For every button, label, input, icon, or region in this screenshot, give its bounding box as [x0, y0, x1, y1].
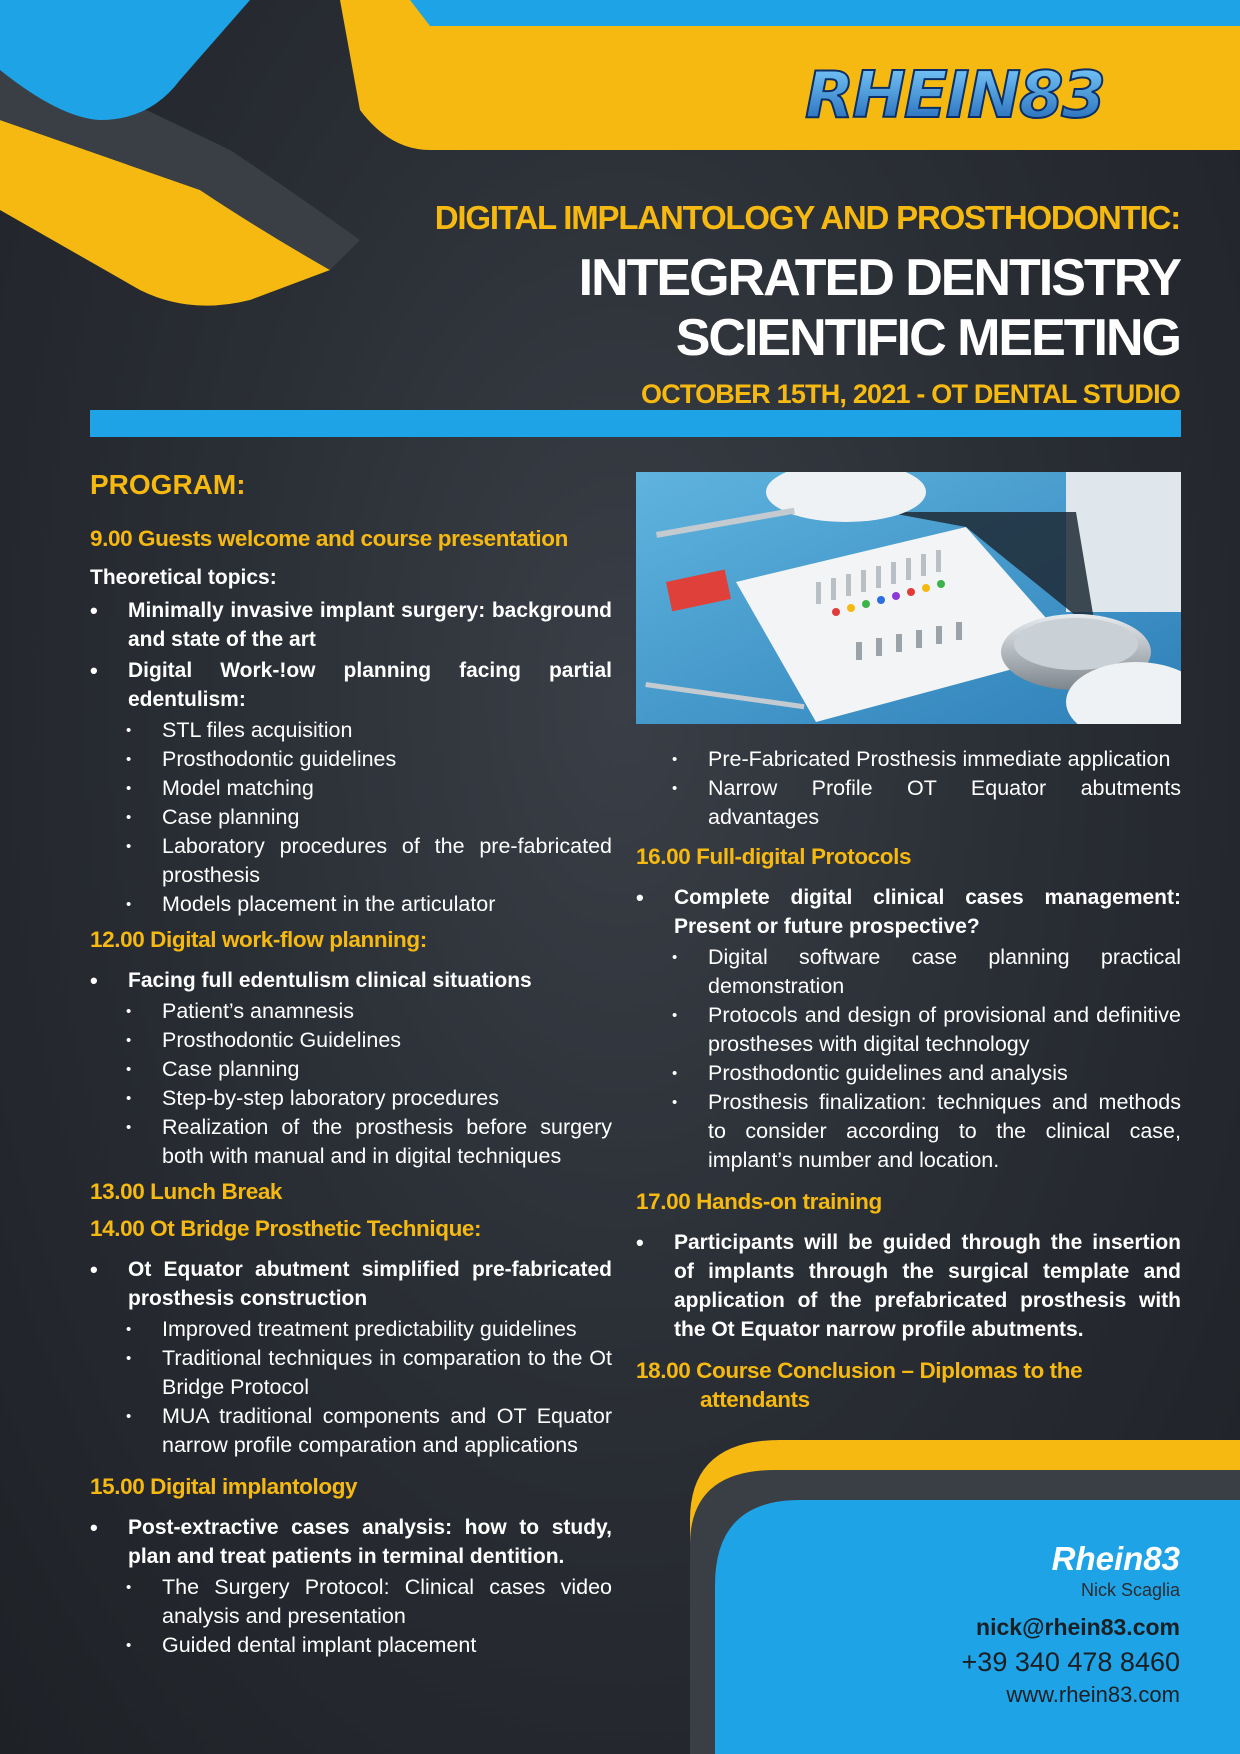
header-divider	[90, 410, 1181, 437]
list-item: • MUA traditional components and OT Equator narrow profile comparation and applications	[90, 1402, 612, 1460]
program-right-column	[636, 745, 1181, 1422]
contact-brand: Rhein83	[1051, 1540, 1180, 1577]
list-item: • Prosthesis finalization: techniques and methods to consider according to the clinical case, implant’s number and location.	[636, 1088, 1181, 1175]
section-title	[636, 1356, 1181, 1414]
list-item: • Prosthodontic guidelines and analysis	[636, 1059, 1181, 1088]
list-item: • Guided dental implant placement	[90, 1631, 612, 1660]
section-title: 16.00 Full-digital Protocols	[636, 844, 912, 869]
list-item: • Model matching	[90, 774, 612, 803]
bullet-list	[90, 596, 612, 919]
program-title: PROGRAM:	[90, 469, 246, 500]
list-item: • Realization of the prosthesis before surgery both with manual and in digital techniques	[90, 1113, 612, 1171]
section-title: 13.00 Lunch Break	[90, 1179, 283, 1204]
contact-website[interactable]: www.rhein83.com	[1006, 1682, 1180, 1707]
list-item: • Facing full edentulism clinical situations	[90, 966, 612, 995]
contact-name: Nick Scaglia	[1080, 1580, 1180, 1600]
contact-phone[interactable]: +39 340 478 8460	[961, 1647, 1180, 1677]
list-item: • Prosthodontic guidelines	[90, 745, 612, 774]
bullet-list	[90, 1513, 612, 1660]
list-item: • Models placement in the articulator	[90, 890, 612, 919]
section-title: 12.00 Digital work-flow planning:	[90, 927, 427, 952]
section-title: 9.00 Guests welcome and course presentation	[90, 526, 568, 551]
top-blue-stripe	[410, 0, 1240, 26]
list-item: • Complete digital clinical cases management: Present or future prospective?	[636, 883, 1181, 941]
list-item: • The Surgery Protocol: Clinical cases video analysis and presentation	[90, 1573, 612, 1631]
list-item: • Protocols and design of provisional and definitive prostheses with digital technology	[636, 1001, 1181, 1059]
list-item: • Minimally invasive implant surgery: background and state of the art	[90, 596, 612, 654]
contact-email[interactable]: nick@rhein83.com	[976, 1614, 1180, 1640]
event-subtitle: DIGITAL IMPLANTOLOGY AND PROSTHODONTIC:	[434, 199, 1180, 236]
bullet-list	[90, 1255, 612, 1460]
bullet-list	[636, 883, 1181, 1175]
header	[180, 198, 1180, 412]
topic-label: Theoretical topics:	[90, 566, 277, 589]
section-title-line2: attendants	[700, 1387, 810, 1412]
list-item: • STL files acquisition	[90, 716, 612, 745]
list-item: • Pre-Fabricated Prosthesis immediate application	[636, 745, 1181, 774]
contact-block	[880, 1540, 1180, 1710]
list-item: • Case planning	[90, 803, 612, 832]
list-item: • Patient’s anamnesis	[90, 997, 612, 1026]
list-item: • Traditional techniques in comparation to the Ot Bridge Protocol	[90, 1344, 612, 1402]
list-item: • Digital software case planning practical demonstration	[636, 943, 1181, 1001]
program-left-column	[90, 468, 612, 1660]
list-item: • Step-by-step laboratory procedures	[90, 1084, 612, 1113]
list-item: • Narrow Profile OT Equator abutments advantages	[636, 774, 1181, 832]
list-item: • Prosthodontic Guidelines	[90, 1026, 612, 1055]
event-date: OCTOBER 15TH, 2021 - OT DENTAL STUDIO	[641, 379, 1180, 409]
rhein83-logo	[800, 55, 1180, 135]
list-item: • Improved treatment predictability guidelines	[90, 1315, 612, 1344]
surgical-kit-photo	[636, 472, 1181, 724]
section-title: 15.00 Digital implantology	[90, 1474, 358, 1499]
list-item: • Case planning	[90, 1055, 612, 1084]
list-item: • Laboratory procedures of the pre-fabricated prosthesis	[90, 832, 612, 890]
bullet-list	[636, 1228, 1181, 1344]
list-item: • Participants will be guided through the insertion of implants through the surgical template and application of the prefabricated prosthesis with the Ot Equator narrow profile abutments.	[636, 1228, 1181, 1344]
list-item: • Ot Equator abutment simplified pre-fabricated prosthesis construction	[90, 1255, 612, 1313]
event-title-line1: INTEGRATED DENTISTRY	[578, 249, 1180, 307]
bullet-list	[90, 966, 612, 1171]
logo-text: RHEIN83	[805, 59, 1104, 133]
list-item: • Post-extractive cases analysis: how to study, plan and treat patients in terminal dentition.	[90, 1513, 612, 1571]
section-title-line1: 18.00 Course Conclusion – Diplomas to the	[636, 1358, 1083, 1383]
bullet-list	[636, 745, 1181, 832]
event-title-line2: SCIENTIFIC MEETING	[675, 309, 1180, 367]
list-item: • Digital Work-!ow planning facing partial edentulism:	[90, 656, 612, 714]
section-title: 14.00 Ot Bridge Prosthetic Technique:	[90, 1216, 482, 1241]
section-title: 17.00 Hands-on training	[636, 1189, 882, 1214]
